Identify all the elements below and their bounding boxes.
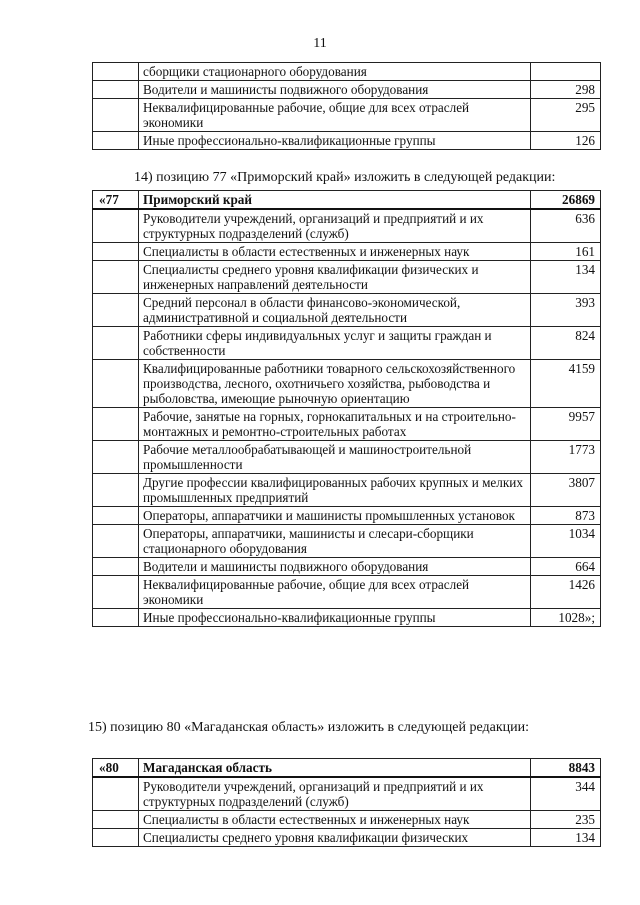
category-cell: Специалисты среднего уровня квалификации физических и инженерных направлений деятельности (139, 261, 531, 294)
value-cell: 664 (531, 558, 601, 576)
value-cell (531, 63, 601, 81)
category-cell: Другие профессии квалифицированных рабочих крупных и мелких промышленных предприятий (139, 474, 531, 507)
category-cell: Рабочие, занятые на горных, горнокапитальных и на строительно-монтажных и ремонтно-строительных работах (139, 408, 531, 441)
table-row (93, 63, 601, 81)
table-row (93, 132, 601, 150)
region-name: Приморский край (139, 191, 531, 210)
value-cell: 1034 (531, 525, 601, 558)
region-header-row (93, 191, 601, 210)
region-code: «80 (93, 759, 139, 778)
table-row (93, 811, 601, 829)
table-row (93, 327, 601, 360)
table-row (93, 99, 601, 132)
category-cell: Работники сферы индивидуальных услуг и защиты граждан и собственности (139, 327, 531, 360)
value-cell: 393 (531, 294, 601, 327)
category-cell: Иные профессионально-квалификационные группы (139, 609, 531, 627)
value-cell: 344 (531, 777, 601, 811)
value-cell: 9957 (531, 408, 601, 441)
table-row (93, 441, 601, 474)
table-row (93, 243, 601, 261)
value-cell: 1773 (531, 441, 601, 474)
category-cell: Водители и машинисты подвижного оборудования (139, 81, 531, 99)
table-row (93, 609, 601, 627)
category-cell: Неквалифицированные рабочие, общие для всех отраслей экономики (139, 99, 531, 132)
category-cell: Неквалифицированные рабочие, общие для всех отраслей экономики (139, 576, 531, 609)
table-continuation (92, 62, 601, 150)
table-row (93, 360, 601, 408)
table-row (93, 777, 601, 811)
category-cell: Операторы, аппаратчики и машинисты промышленных установок (139, 507, 531, 525)
category-cell: Средний персонал в области финансово-экономической, административной и социальной деятельности (139, 294, 531, 327)
value-cell: 636 (531, 209, 601, 243)
region-name: Магаданская область (139, 759, 531, 778)
category-cell: Квалифицированные работники товарного сельскохозяйственного производства, лесного, охотничьего хозяйства, рыбоводства и рыболовства, имеющие рыночную ориентацию (139, 360, 531, 408)
table-region-77 (92, 190, 601, 627)
value-cell: 873 (531, 507, 601, 525)
table-row (93, 209, 601, 243)
paragraph-14: 14) позицию 77 «Приморский край» изложить в следующей редакции: (134, 170, 556, 185)
table-row (93, 525, 601, 558)
category-cell: Специалисты в области естественных и инженерных наук (139, 243, 531, 261)
table-row (93, 576, 601, 609)
category-cell: Руководители учреждений, организаций и предприятий и их структурных подразделений (служб) (139, 209, 531, 243)
category-cell: Водители и машинисты подвижного оборудования (139, 558, 531, 576)
region-total: 26869 (531, 191, 601, 210)
category-cell: Руководители учреждений, организаций и предприятий и их структурных подразделений (служб) (139, 777, 531, 811)
value-cell: 134 (531, 261, 601, 294)
value-cell: 3807 (531, 474, 601, 507)
value-cell: 295 (531, 99, 601, 132)
value-cell: 824 (531, 327, 601, 360)
region-total: 8843 (531, 759, 601, 778)
table-row (93, 294, 601, 327)
table-row (93, 474, 601, 507)
region-code: «77 (93, 191, 139, 210)
value-cell: 161 (531, 243, 601, 261)
value-cell: 1028»; (531, 609, 601, 627)
value-cell: 126 (531, 132, 601, 150)
region-header-row (93, 759, 601, 778)
table-row (93, 408, 601, 441)
value-cell: 134 (531, 829, 601, 847)
category-cell: Операторы, аппаратчики, машинисты и слесари-сборщики стационарного оборудования (139, 525, 531, 558)
value-cell: 298 (531, 81, 601, 99)
code-cell (93, 132, 139, 150)
table-row (93, 558, 601, 576)
value-cell: 4159 (531, 360, 601, 408)
value-cell: 235 (531, 811, 601, 829)
code-cell (93, 63, 139, 81)
page-number: 11 (313, 36, 327, 51)
table-row (93, 507, 601, 525)
category-cell: Специалисты в области естественных и инженерных наук (139, 811, 531, 829)
table-row (93, 829, 601, 847)
table-row (93, 81, 601, 99)
code-cell (93, 81, 139, 99)
paragraph-15: 15) позицию 80 «Магаданская область» изложить в следующей редакции: (88, 720, 529, 735)
category-cell: сборщики стационарного оборудования (139, 63, 531, 81)
code-cell (93, 99, 139, 132)
category-cell: Иные профессионально-квалификационные группы (139, 132, 531, 150)
category-cell: Рабочие металлообрабатывающей и машиностроительной промышленности (139, 441, 531, 474)
value-cell: 1426 (531, 576, 601, 609)
table-region-80 (92, 758, 601, 847)
table-row (93, 261, 601, 294)
category-cell: Специалисты среднего уровня квалификации физических (139, 829, 531, 847)
